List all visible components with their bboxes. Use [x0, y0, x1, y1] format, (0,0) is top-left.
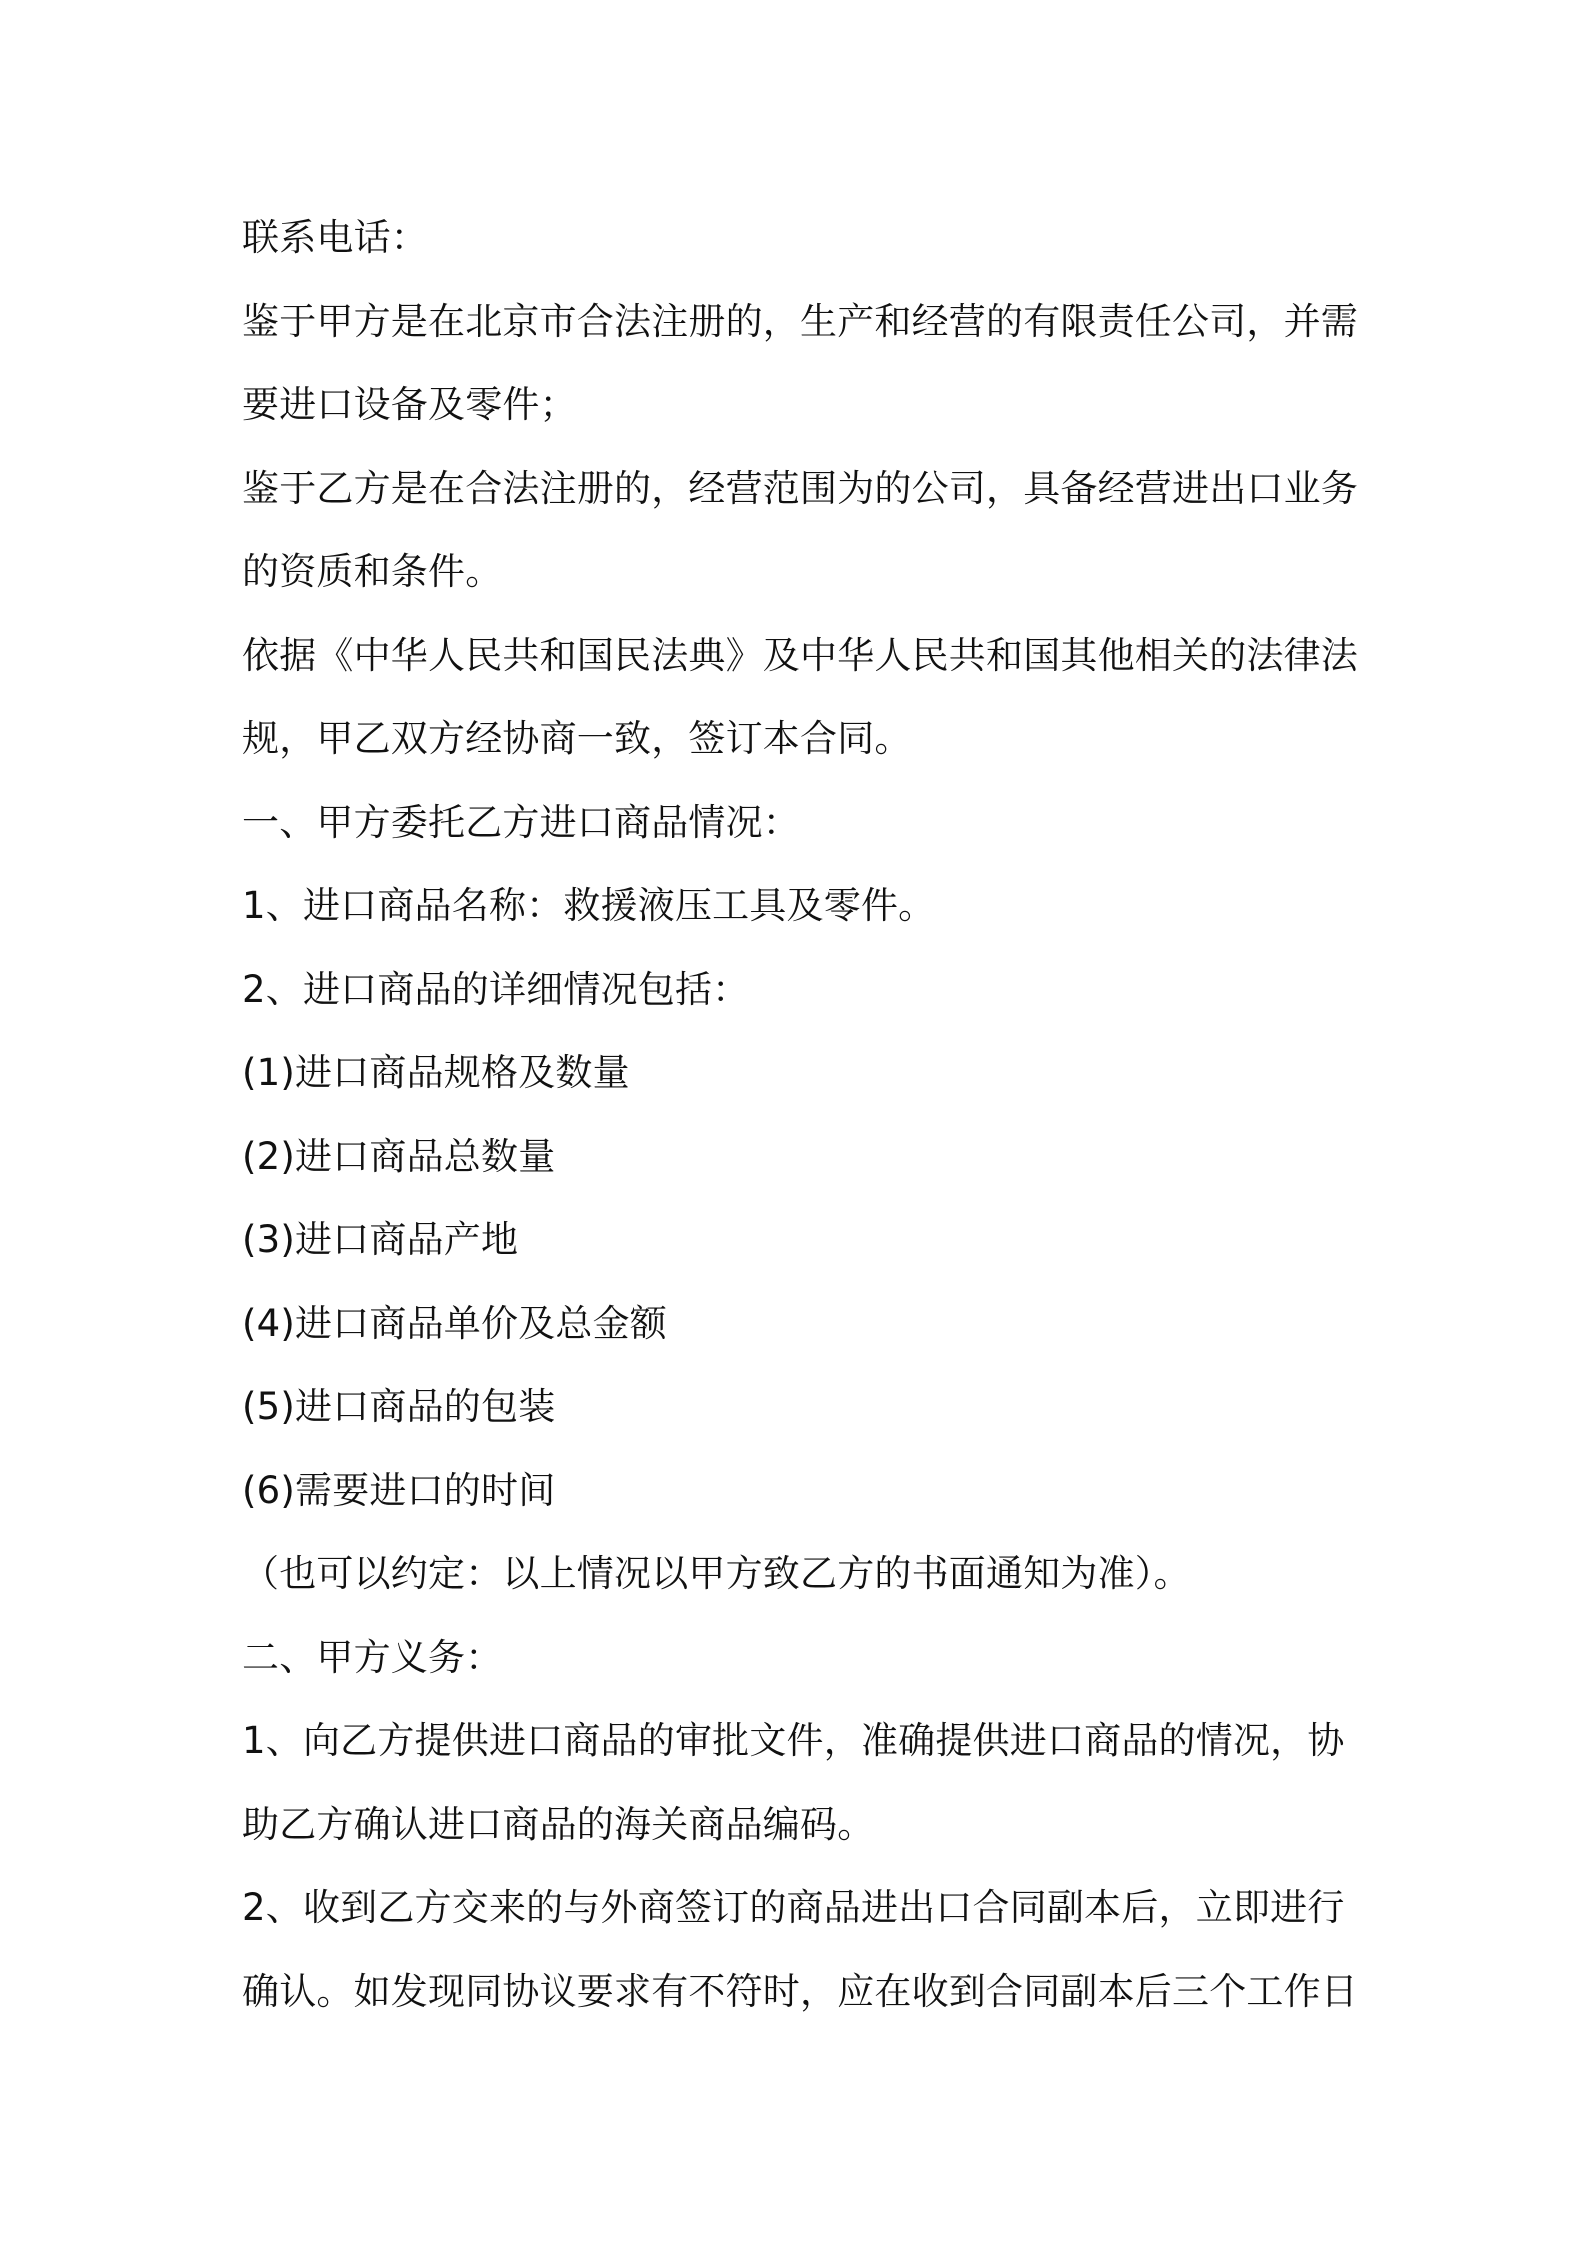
list-item-3: (3)进口商品产地: [242, 1218, 519, 1261]
clause-1-2: 2、进口商品的详细情况包括：: [242, 967, 750, 1011]
list-item-4: (4)进口商品单价及总金额: [242, 1301, 668, 1345]
recital-party-a-line-1: 鉴于甲方是在北京市合法注册的，生产和经营的有限责任公司，并需: [242, 299, 1358, 343]
clause-2-1-line-1: 1、向乙方提供进口商品的审批文件，准确提供进口商品的情况，协: [242, 1719, 1345, 1762]
clause-2-2-line-2: 确认。如发现同协议要求有不符时，应在收到合同副本后三个工作日: [242, 1969, 1358, 2013]
clause-2-1-line-2: 助乙方确认进口商品的海关商品编码。: [242, 1802, 875, 1846]
legal-basis-line-1: 依据《中华人民共和国民法典》及中华人民共和国其他相关的法律法: [242, 633, 1358, 677]
clause-1-1: 1、进口商品名称：救援液压工具及零件。: [242, 884, 936, 927]
legal-basis-line-2: 规，甲乙双方经协商一致，签订本合同。: [242, 717, 912, 760]
list-item-6: (6)需要进口的时间: [242, 1468, 556, 1512]
recital-party-b-line-2: 的资质和条件。: [242, 550, 503, 593]
list-item-1: (1)进口商品规格及数量: [242, 1051, 630, 1094]
recital-party-a-line-2: 要进口设备及零件；: [242, 383, 577, 426]
document-body: [242, 196, 1362, 2033]
list-item-2: (2)进口商品总数量: [242, 1134, 556, 1178]
recital-party-b-line-1: 鉴于乙方是在合法注册的，经营范围为的公司，具备经营进出口业务: [242, 466, 1358, 510]
clause-2-2-line-1: 2、收到乙方交来的与外商签订的商品进出口合同副本后，立即进行: [242, 1886, 1345, 1929]
contact-phone-label: 联系电话：: [242, 216, 428, 259]
list-item-5: (5)进口商品的包装: [242, 1385, 556, 1428]
section-2-heading: 二、甲方义务：: [242, 1635, 503, 1679]
list-note: （也可以约定：以上情况以甲方致乙方的书面通知为准）。: [242, 1552, 1191, 1595]
section-1-heading: 一、甲方委托乙方进口商品情况：: [242, 800, 800, 844]
